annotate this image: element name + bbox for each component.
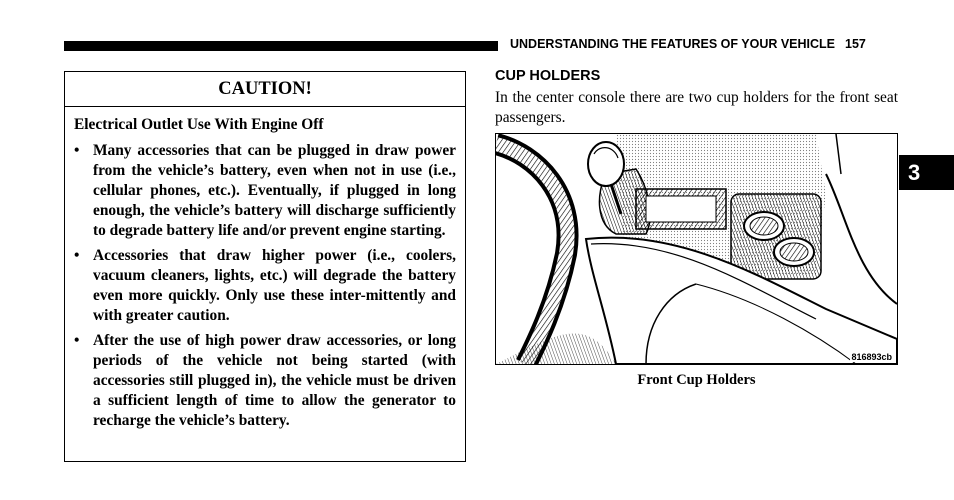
caution-box bbox=[64, 71, 466, 462]
caution-bullet bbox=[74, 141, 456, 241]
caution-bullet bbox=[74, 331, 456, 431]
console-drawing bbox=[496, 134, 897, 364]
section-title: CUP HOLDERS bbox=[495, 68, 601, 84]
caution-bullet-text: After the use of high power draw accessories, or long periods of the vehicle not being started (with accessories still plugged in), the vehicle must be driven a sufficient length of time to allow the generator to recharge the vehicle’s battery. bbox=[93, 332, 456, 429]
caution-body bbox=[65, 107, 465, 431]
figure-code: 816893cb bbox=[851, 352, 892, 362]
header-title-text: UNDERSTANDING THE FEATURES OF YOUR VEHICLE bbox=[510, 37, 836, 51]
figure-caption: Front Cup Holders bbox=[637, 372, 756, 388]
page-number: 157 bbox=[845, 37, 866, 51]
cup-holder-illustration bbox=[495, 133, 898, 365]
bullet-icon: • bbox=[74, 247, 80, 264]
caution-bullet bbox=[74, 246, 456, 326]
bullet-icon: • bbox=[74, 142, 80, 159]
caution-bullet-list bbox=[74, 141, 456, 431]
running-header bbox=[510, 37, 866, 51]
chapter-tab: 3 bbox=[899, 155, 954, 190]
bullet-icon: • bbox=[74, 332, 80, 349]
section-text: In the center console there are two cup holders for the front seat passengers. bbox=[495, 89, 898, 126]
caution-bullet-text: Accessories that draw higher power (i.e., coolers, vacuum cleaners, lights, etc.) will degrade the battery even more quickly. Only use these inter-mittently and with greater caution. bbox=[93, 247, 456, 324]
caution-heading: CAUTION! bbox=[65, 72, 465, 107]
header-rule bbox=[64, 41, 498, 51]
caution-subheading: Electrical Outlet Use With Engine Off bbox=[74, 116, 324, 133]
caution-bullet-text: Many accessories that can be plugged in draw power from the vehicle’s battery, even when not in use (i.e., cellular phones, etc.). Eventually, if plugged in long enough, the vehicle’s battery will discharge sufficiently to degrade battery life and/or prevent engine starting. bbox=[93, 142, 456, 239]
